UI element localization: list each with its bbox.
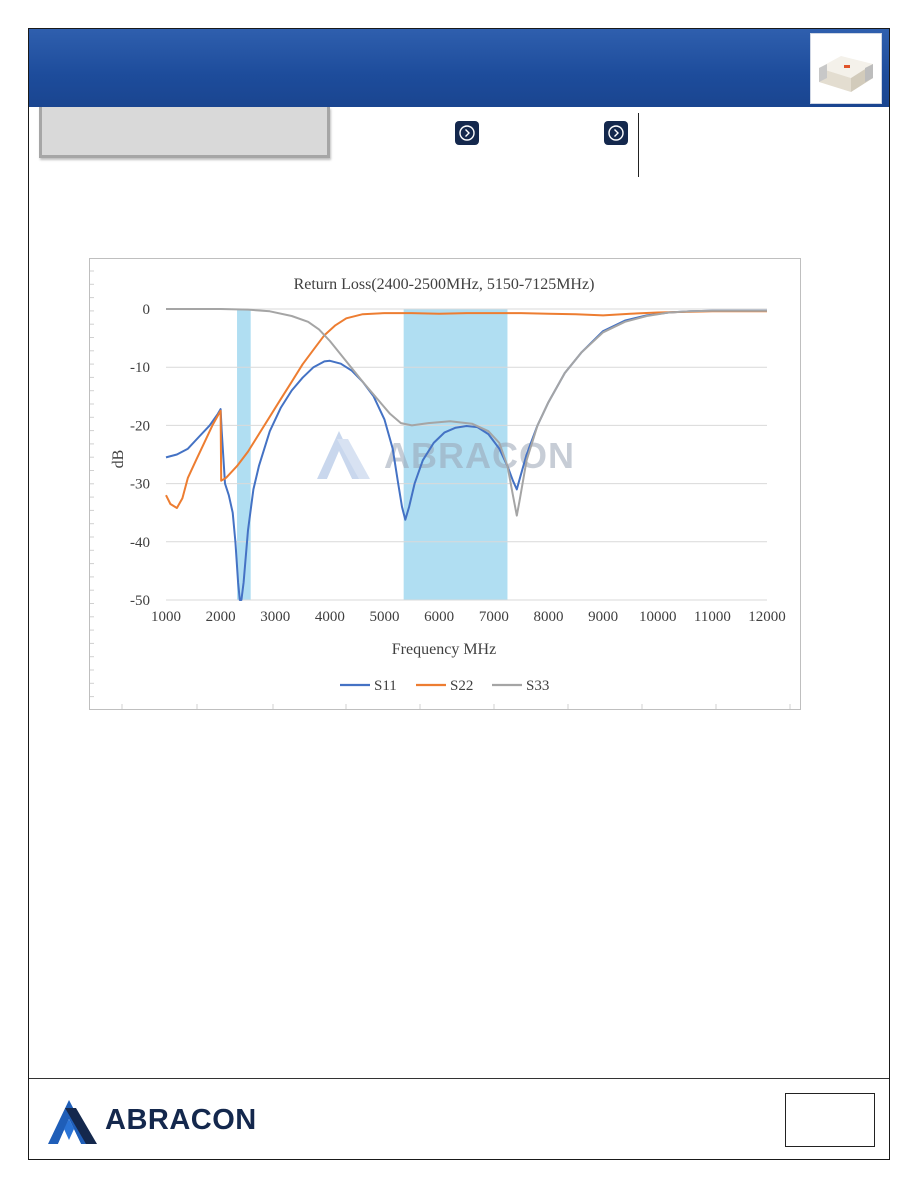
nav-button-next[interactable]	[604, 121, 628, 145]
y-tick-label: -30	[130, 476, 150, 493]
x-tick-label: 12000	[748, 609, 786, 625]
x-tick-label: 2000	[205, 609, 236, 625]
chevron-right-circle-icon	[455, 121, 479, 145]
legend	[340, 678, 549, 694]
x-axis-label: Frequency MHz	[391, 641, 497, 658]
chevron-right-circle-icon	[604, 121, 628, 145]
x-tick-label: 7000	[478, 609, 509, 625]
x-tick-label: 11000	[693, 609, 731, 625]
nav-button-prev[interactable]	[455, 121, 479, 145]
footer-logo-text: ABRACON	[105, 1104, 257, 1136]
legend-label-s33: S33	[526, 678, 550, 694]
y-tick-label: 0	[142, 302, 150, 318]
x-tick-label: 9000	[588, 609, 619, 625]
product-thumbnail	[810, 33, 882, 104]
x-tick-label: 6000	[424, 609, 455, 625]
watermark-text: ABRACON	[384, 435, 575, 476]
chip-component-icon	[811, 34, 881, 103]
x-tick-label: 10000	[638, 609, 677, 625]
document-tab	[39, 107, 330, 158]
return-loss-chart	[90, 259, 800, 709]
y-tick-labels	[130, 302, 150, 609]
legend-label-s22: S22	[450, 678, 474, 694]
y-tick-label: -40	[130, 534, 150, 551]
x-tick-label: 3000	[260, 609, 291, 625]
y-tick-label: -10	[130, 360, 150, 377]
header-divider	[638, 113, 639, 177]
x-tick-labels	[151, 609, 786, 625]
header-banner	[29, 29, 889, 107]
x-tick-label: 1000	[151, 609, 181, 625]
y-tick-label: -20	[130, 418, 150, 435]
legend-label-s11: S11	[374, 678, 397, 694]
watermark-logo-icon	[317, 431, 370, 479]
watermark	[317, 431, 575, 479]
footer-logo	[48, 1098, 263, 1146]
page-number-box	[785, 1093, 875, 1147]
highlight-band-1	[237, 309, 251, 600]
x-tick-label: 4000	[314, 609, 345, 625]
x-tick-label: 8000	[533, 609, 564, 625]
chart-title: Return Loss(2400-2500MHz, 5150-7125MHz)	[293, 276, 595, 293]
x-tick-label: 5000	[369, 609, 400, 625]
return-loss-chart-panel	[89, 258, 801, 710]
y-axis-label: dB	[110, 449, 127, 469]
y-tick-label: -50	[130, 593, 150, 609]
footer-divider	[29, 1078, 889, 1079]
